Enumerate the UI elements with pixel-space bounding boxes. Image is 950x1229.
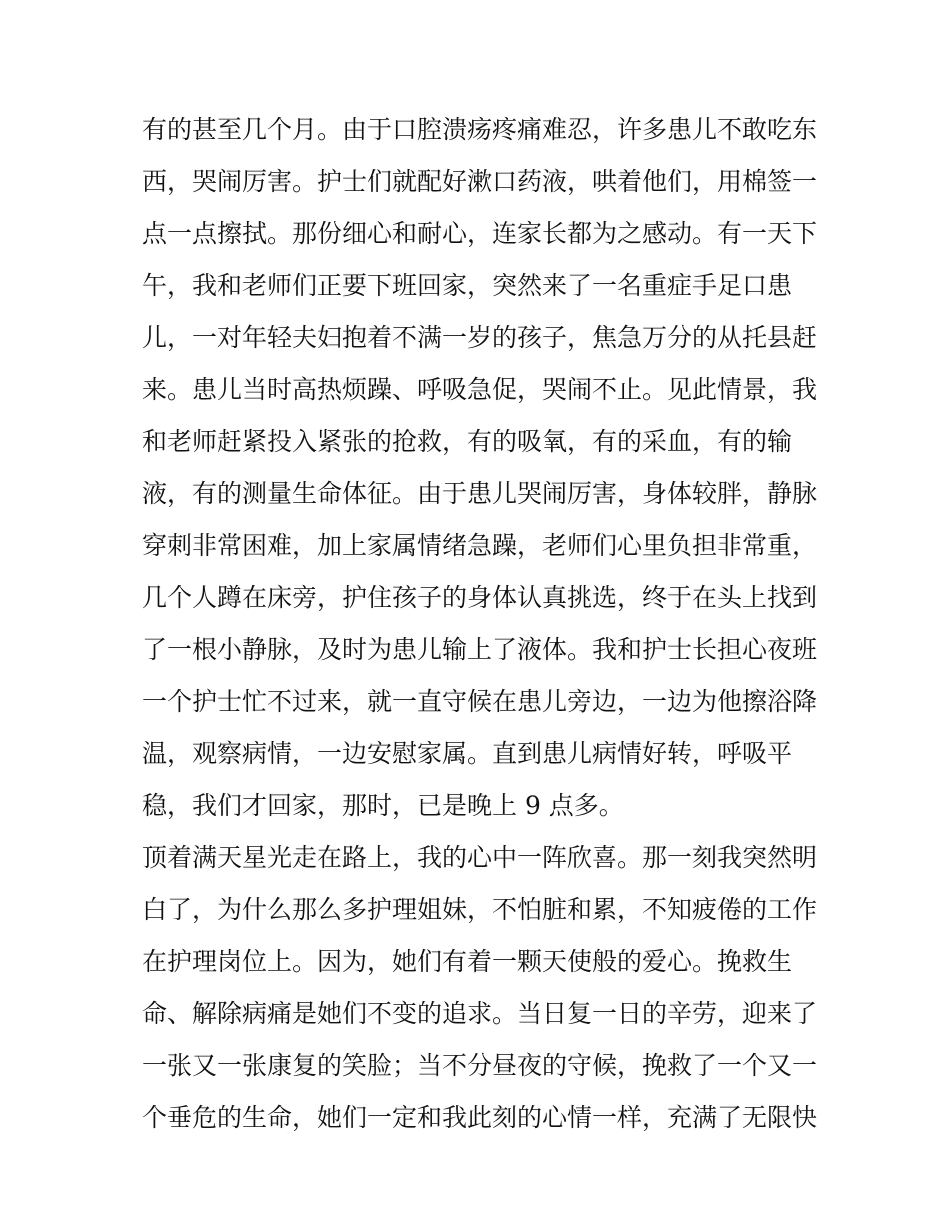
text-line: 和老师赶紧投入紧张的抢救，有的吸氧，有的采血，有的输 — [142, 427, 793, 456]
text-line: 液，有的测量生命体征。由于患儿哭闹厉害，身体较胖，静脉 — [142, 479, 818, 508]
text-line: 西，哭闹厉害。护士们就配好漱口药液，哄着他们，用棉签一 — [142, 167, 818, 196]
text-line: 儿，一对年轻夫妇抱着不满一岁的孩子，焦急万分的从托县赶 — [142, 323, 818, 352]
text-line: 一个护士忙不过来，就一直守候在患儿旁边，一边为他擦浴降 — [142, 687, 818, 716]
text-line: 穿刺非常困难，加上家属情绪急躁，老师们心里负担非常重， — [142, 531, 818, 560]
text-line: 来。患儿当时高热烦躁、呼吸急促，哭闹不止。见此情景，我 — [142, 375, 818, 404]
body-text — [142, 104, 818, 1144]
text-line: 有的甚至几个月。由于口腔溃疡疼痛难忍，许多患儿不敢吃东 — [142, 115, 818, 144]
text-line: 午，我和老师们正要下班回家，突然来了一名重症手足口患 — [142, 271, 793, 300]
text-line: 了一根小静脉，及时为患儿输上了液体。我和护士长担心夜班 — [142, 635, 818, 664]
text-line: 几个人蹲在床旁，护住孩子的身体认真挑选，终于在头上找到 — [142, 583, 818, 612]
text-line: 命、解除病痛是她们不变的追求。当日复一日的辛劳，迎来了 — [142, 999, 818, 1028]
text-line: 个垂危的生命，她们一定和我此刻的心情一样，充满了无限快 — [142, 1103, 818, 1132]
text-line: 稳，我们才回家，那时，已是晚上 9 点多。 — [142, 791, 624, 820]
text-line: 点一点擦拭。那份细心和耐心，连家长都为之感动。有一天下 — [142, 219, 818, 248]
text-line: 一张又一张康复的笑脸；当不分昼夜的守候，挽救了一个又一 — [142, 1051, 818, 1080]
text-line: 温，观察病情，一边安慰家属。直到患儿病情好转，呼吸平 — [142, 739, 793, 768]
text-line: 在护理岗位上。因为，她们有着一颗天使般的爱心。挽救生 — [142, 947, 793, 976]
text-line: 顶着满天星光走在路上，我的心中一阵欣喜。那一刻我突然明 — [142, 843, 818, 872]
text-line: 白了，为什么那么多护理姐妹，不怕脏和累，不知疲倦的工作 — [142, 895, 818, 924]
